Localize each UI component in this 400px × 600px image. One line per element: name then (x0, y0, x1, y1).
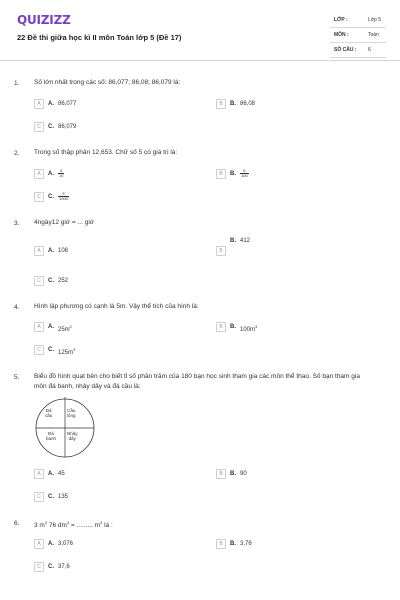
meta-value: 6 (368, 47, 371, 53)
option-text: 45 (58, 471, 65, 477)
option-box[interactable]: C (34, 492, 44, 502)
meta-label: MÔN : (334, 32, 349, 38)
question-text: Trong số thập phân 12,653. Chữ số 5 có giá trị là: (34, 149, 178, 156)
option-box[interactable]: C (34, 562, 44, 572)
option-letter: A. (48, 324, 54, 330)
question-number: 3. (14, 220, 20, 227)
exponent: 3 (255, 324, 258, 329)
pie-label-line: cầu (45, 413, 53, 418)
question-number: 6. (14, 520, 20, 527)
option-box[interactable]: C (34, 122, 44, 132)
option-fraction (240, 169, 249, 178)
question-number: 2. (14, 150, 20, 157)
option-letter: A. (48, 171, 54, 177)
option-letter: C. (48, 194, 54, 200)
option-box[interactable]: A (34, 99, 44, 109)
option-box[interactable]: B (216, 99, 226, 109)
pie-chart (34, 397, 96, 459)
option-box[interactable]: C (34, 192, 44, 202)
option-letter: B. (230, 541, 236, 547)
pie-label-badminton (67, 408, 76, 418)
exponent: 3 (66, 520, 70, 525)
option-text: 90 (240, 471, 247, 477)
option-text: 3,76 (240, 541, 252, 547)
option-box[interactable]: A (34, 322, 44, 332)
meta-value: Toán (368, 32, 379, 38)
exponent: 3 (100, 520, 103, 525)
option-box[interactable]: A (34, 539, 44, 549)
pie-label-line: dây (68, 436, 76, 441)
question-text-part: 3 m (34, 522, 45, 530)
pie-label-line: Cầu (67, 408, 76, 413)
header-divider (0, 60, 400, 61)
option-box[interactable]: B (216, 169, 226, 179)
document-title: 22 Đề thi giữa học kì II môn Toán lớp 5 (Đề 17) (17, 33, 182, 42)
option-letter: C. (48, 564, 54, 570)
option-text: 86,08 (240, 101, 256, 107)
option-letter: B. (230, 101, 236, 107)
question-text: 4ngày12 giờ = ... giờ (34, 219, 95, 226)
option-text: 86,077 (58, 101, 77, 107)
option-box[interactable]: B (216, 246, 226, 256)
meta-value: Lớp 5 (368, 17, 382, 23)
fraction-numerator: 5 (240, 169, 249, 174)
option-box[interactable]: B (216, 322, 226, 332)
option-letter: C. (48, 124, 54, 130)
fraction-numerator: 5 (58, 169, 64, 174)
question-text (34, 518, 374, 531)
option-value: 125m (58, 350, 74, 356)
fraction-denominator: 10 (59, 173, 64, 178)
question-number: 1. (14, 80, 20, 87)
option-letter: C. (48, 278, 54, 284)
option-text: 37,6 (58, 564, 70, 570)
option-box[interactable]: B (216, 539, 226, 549)
option-letter: C. (48, 494, 54, 500)
meta-row-subject (330, 28, 386, 43)
option-text: 86,079 (58, 124, 77, 130)
meta-label: SỐ CÂU : (334, 47, 357, 53)
option-value: 100m (240, 327, 256, 333)
question-number: 5. (14, 374, 20, 381)
pie-chart-svg (34, 397, 96, 459)
question-text: Số lớn nhất trong các số: 86,077; 86,08; 86,079 là: (34, 79, 181, 86)
option-fraction (58, 169, 64, 178)
pie-label-jump-rope (67, 431, 78, 441)
option-text: 108 (58, 248, 69, 254)
quizizz-logo: QUIZIZZ (17, 13, 71, 27)
option-letter: A. (48, 471, 54, 477)
pie-label-football (46, 431, 56, 441)
pie-label-line: banh (46, 436, 57, 441)
meta-panel (330, 13, 386, 58)
option-text: 252 (58, 278, 69, 284)
pie-label-line: lông (67, 413, 76, 418)
option-text (58, 347, 75, 356)
option-letter: B. (230, 471, 236, 477)
pie-label-shuttlecock (45, 408, 52, 418)
option-text: 3,076 (58, 541, 74, 547)
question-text-part: = ......... m (69, 522, 101, 530)
option-box[interactable]: C (34, 345, 44, 355)
pie-label-line: Đá (48, 431, 54, 436)
pie-label-line: Nhảy (67, 431, 78, 436)
question-text-part: là : (102, 522, 113, 530)
option-box[interactable]: B (216, 469, 226, 479)
question-text: Biểu đồ hình quạt bên cho biết tỉ số phần trăm của 180 bạn học sinh tham gia các môn thể thao. Số bạn tham gia môn đá banh, nhảy dây và đá cầu là: (34, 373, 360, 390)
meta-row-class (330, 13, 386, 28)
option-text: 412 (240, 238, 251, 244)
question-text-part: 76 dm (47, 522, 67, 530)
option-letter: A. (48, 101, 54, 107)
option-letter: A. (48, 541, 54, 547)
exponent: 3 (44, 520, 48, 525)
option-box[interactable]: A (34, 169, 44, 179)
question-number: 4. (14, 304, 20, 311)
meta-label: LỚP : (334, 17, 348, 23)
fraction-denominator: 100 (241, 173, 248, 178)
question-text: Hình lập phương có cạnh là 5m. Vậy thể tích của hình là: (34, 303, 199, 310)
option-text (240, 324, 257, 333)
option-letter: B. (230, 238, 236, 244)
option-box[interactable]: A (34, 469, 44, 479)
option-box[interactable]: C (34, 276, 44, 286)
meta-row-count (330, 43, 386, 58)
exponent: 2 (69, 324, 72, 329)
option-letter: B. (230, 324, 236, 330)
fraction-numerator: 5 (58, 192, 69, 197)
option-letter: B. (230, 171, 236, 177)
option-text (58, 324, 72, 333)
option-text: 135 (58, 494, 69, 500)
option-box[interactable]: A (34, 246, 44, 256)
option-letter: C. (48, 347, 54, 353)
pie-label-line: Đá (45, 408, 52, 413)
fraction-denominator: 1000 (59, 196, 68, 201)
exponent: 3 (73, 347, 76, 352)
option-value: 25m (58, 327, 70, 333)
option-letter: A. (48, 248, 54, 254)
option-fraction (58, 192, 69, 201)
